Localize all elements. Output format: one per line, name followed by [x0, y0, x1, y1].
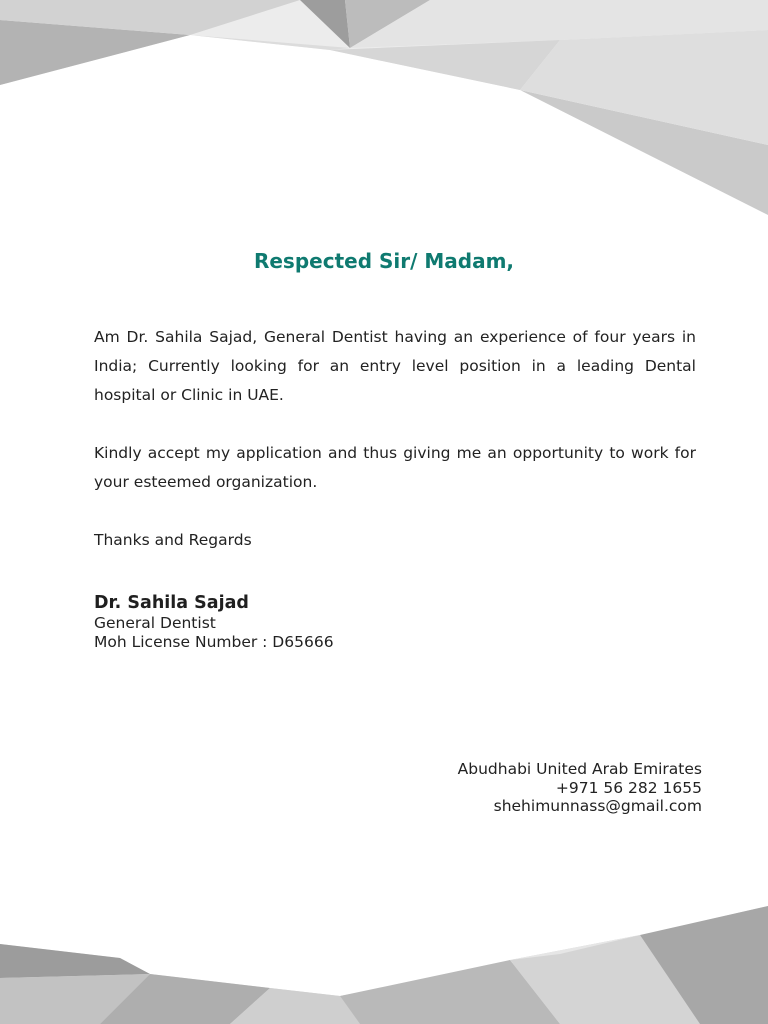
- contact-phone: +971 56 282 1655: [555, 779, 702, 797]
- body-paragraph-intro: Am Dr. Sahila Sajad, General Dentist having an experience of four years in India; Currently looking for an entry level position in a leading Dental hospital or Clinic in UAE.: [94, 328, 696, 404]
- salutation: Respected Sir/ Madam,: [253, 249, 515, 273]
- contact-location: Abudhabi United Arab Emirates: [457, 760, 702, 778]
- signature-name: Dr. Sahila Sajad: [94, 593, 249, 613]
- top-geometric-decoration: [0, 0, 768, 240]
- closing-line: Thanks and Regards: [94, 531, 252, 549]
- signature-title: General Dentist: [94, 614, 216, 632]
- body-paragraph-request: Kindly accept my application and thus giving me an opportunity to work for your esteemed organization.: [94, 444, 696, 491]
- signature-license: Moh License Number : D65666: [94, 633, 334, 651]
- bottom-geometric-decoration: [0, 880, 768, 1024]
- contact-email: shehimunnass@gmail.com: [493, 797, 702, 815]
